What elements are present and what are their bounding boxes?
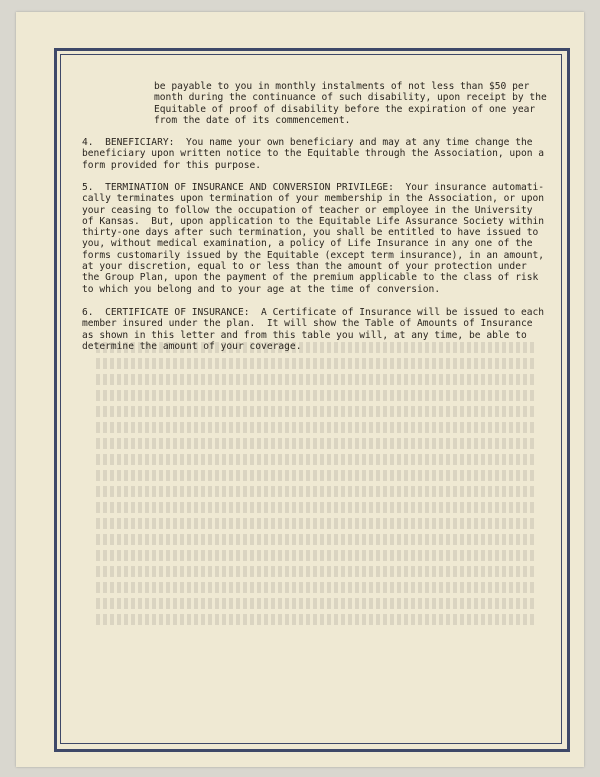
text-line: forms customarily issued by the Equitable (except term insurance), in an amount, bbox=[82, 249, 545, 261]
text-line: beneficiary upon written notice to the Equitable through the Association, upon a bbox=[82, 148, 545, 160]
text-line: determine the amount of your coverage. bbox=[82, 340, 302, 352]
text-line: you, without medical examination, a policy of Life Insurance in any one of the bbox=[82, 238, 533, 250]
paragraph-beneficiary bbox=[82, 137, 544, 171]
text-line: thirty-one days after such termination, you shall be entitled to have issued to bbox=[82, 227, 539, 239]
text-line: as shown in this letter and from this table you will, at any time, be able to bbox=[82, 329, 527, 341]
text-line: 4. BENEFICIARY: You name your own beneficiary and may at any time change the bbox=[82, 137, 533, 148]
text-line: 6. CERTIFICATE OF INSURANCE: A Certificate of Insurance will be issued to each bbox=[82, 307, 545, 318]
show-through-texture bbox=[96, 342, 536, 642]
paragraph-certificate bbox=[82, 307, 544, 352]
paragraph-disability-continuation bbox=[154, 81, 547, 126]
text-line: from the date of its commencement. bbox=[154, 114, 351, 126]
text-line: to which you belong and to your age at the time of conversion. bbox=[82, 283, 441, 295]
text-line: Equitable of proof of disability before the expiration of one year bbox=[154, 103, 536, 115]
text-line: be payable to you in monthly instalments of not less than $50 per bbox=[154, 81, 530, 92]
text-line: of Kansas. But, upon application to the Equitable Life Assurance Society within bbox=[82, 215, 545, 227]
text-line: form provided for this purpose. bbox=[82, 159, 262, 171]
text-line: month during the continuance of such disability, upon receipt by the bbox=[154, 92, 547, 104]
text-line: your ceasing to follow the occupation of teacher or employee in the University bbox=[82, 204, 533, 216]
text-line: cally terminates upon termination of your membership in the Association, or upon bbox=[82, 193, 545, 205]
text-line: 5. TERMINATION OF INSURANCE AND CONVERSION PRIVILEGE: Your insurance automati- bbox=[82, 182, 545, 193]
text-line: the Group Plan, upon the payment of the premium applicable to the class of risk bbox=[82, 272, 539, 284]
text-line: member insured under the plan. It will show the Table of Amounts of Insurance bbox=[82, 318, 533, 330]
text-line: at your discretion, equal to or less than the amount of your protection under bbox=[82, 261, 527, 273]
paragraph-termination-conversion bbox=[82, 182, 544, 295]
